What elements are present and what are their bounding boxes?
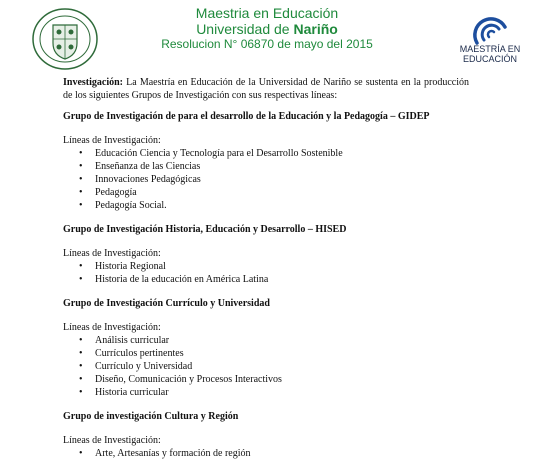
list-item: • Pedagogía bbox=[63, 186, 469, 199]
lines-label: Líneas de Investigación: bbox=[63, 435, 161, 446]
university-seal-icon bbox=[31, 7, 99, 71]
group-title: Grupo de Investigación de para el desarrollo de la Educación y la Pedagogía – GIDEP bbox=[63, 111, 430, 122]
list-item: • Historia de la educación en América Latina bbox=[63, 273, 469, 286]
research-lines-list bbox=[63, 147, 469, 212]
group-title: Grupo de investigación Cultura y Región bbox=[63, 411, 239, 422]
list-item: • Pedagogía Social. bbox=[63, 199, 469, 212]
list-item: • Análisis curricular bbox=[63, 334, 469, 347]
list-item: • Arte, Artesanías y formación de región bbox=[63, 447, 469, 460]
research-lines-list bbox=[63, 447, 469, 460]
intro-paragraph bbox=[63, 76, 469, 102]
research-lines-list bbox=[63, 260, 469, 286]
research-group-hised bbox=[63, 223, 469, 286]
group-title: Grupo de Investigación Currículo y Universidad bbox=[63, 298, 270, 309]
list-item: • Enseñanza de las Ciencias bbox=[63, 160, 469, 173]
lines-label: Líneas de Investigación: bbox=[63, 135, 161, 146]
logo-caption: MAESTRÍA EN EDUCACIÓN bbox=[459, 44, 521, 64]
program-heading bbox=[150, 5, 384, 52]
research-lines-list bbox=[63, 334, 469, 399]
list-item: • Diseño, Comunicación y Procesos Interactivos bbox=[63, 373, 469, 386]
list-item: • Historia curricular bbox=[63, 386, 469, 399]
program-name: Maestria en Educación bbox=[195, 5, 339, 21]
document-body bbox=[63, 76, 469, 471]
resolution-number: Resolucion N° 06870 de mayo del 2015 bbox=[161, 37, 373, 51]
list-item: • Educación Ciencia y Tecnología para el Desarrollo Sostenible bbox=[63, 147, 469, 160]
lines-label: Líneas de Investigación: bbox=[63, 322, 161, 333]
document-header bbox=[0, 0, 534, 70]
list-item: • Historia Regional bbox=[63, 260, 469, 273]
university-name: Universidad de Nariño bbox=[196, 21, 338, 37]
group-title: Grupo de Investigación Historia, Educación y Desarrollo – HISED bbox=[63, 224, 347, 235]
intro-text: La Maestría en Educación de la Universidad de Nariño se sustenta en la producción de los siguientes Grupos de Investigación con sus respectivas líneas: bbox=[63, 77, 469, 101]
research-group-curriculo bbox=[63, 297, 469, 399]
intro-label: Investigación: bbox=[63, 77, 123, 88]
research-group-gidep bbox=[63, 110, 469, 212]
research-group-cultura bbox=[63, 410, 469, 460]
list-item: • Currículos pertinentes bbox=[63, 347, 469, 360]
list-item: • Innovaciones Pedagógicas bbox=[63, 173, 469, 186]
lines-label: Líneas de Investigación: bbox=[63, 248, 161, 259]
list-item: • Currículo y Universidad bbox=[63, 360, 469, 373]
